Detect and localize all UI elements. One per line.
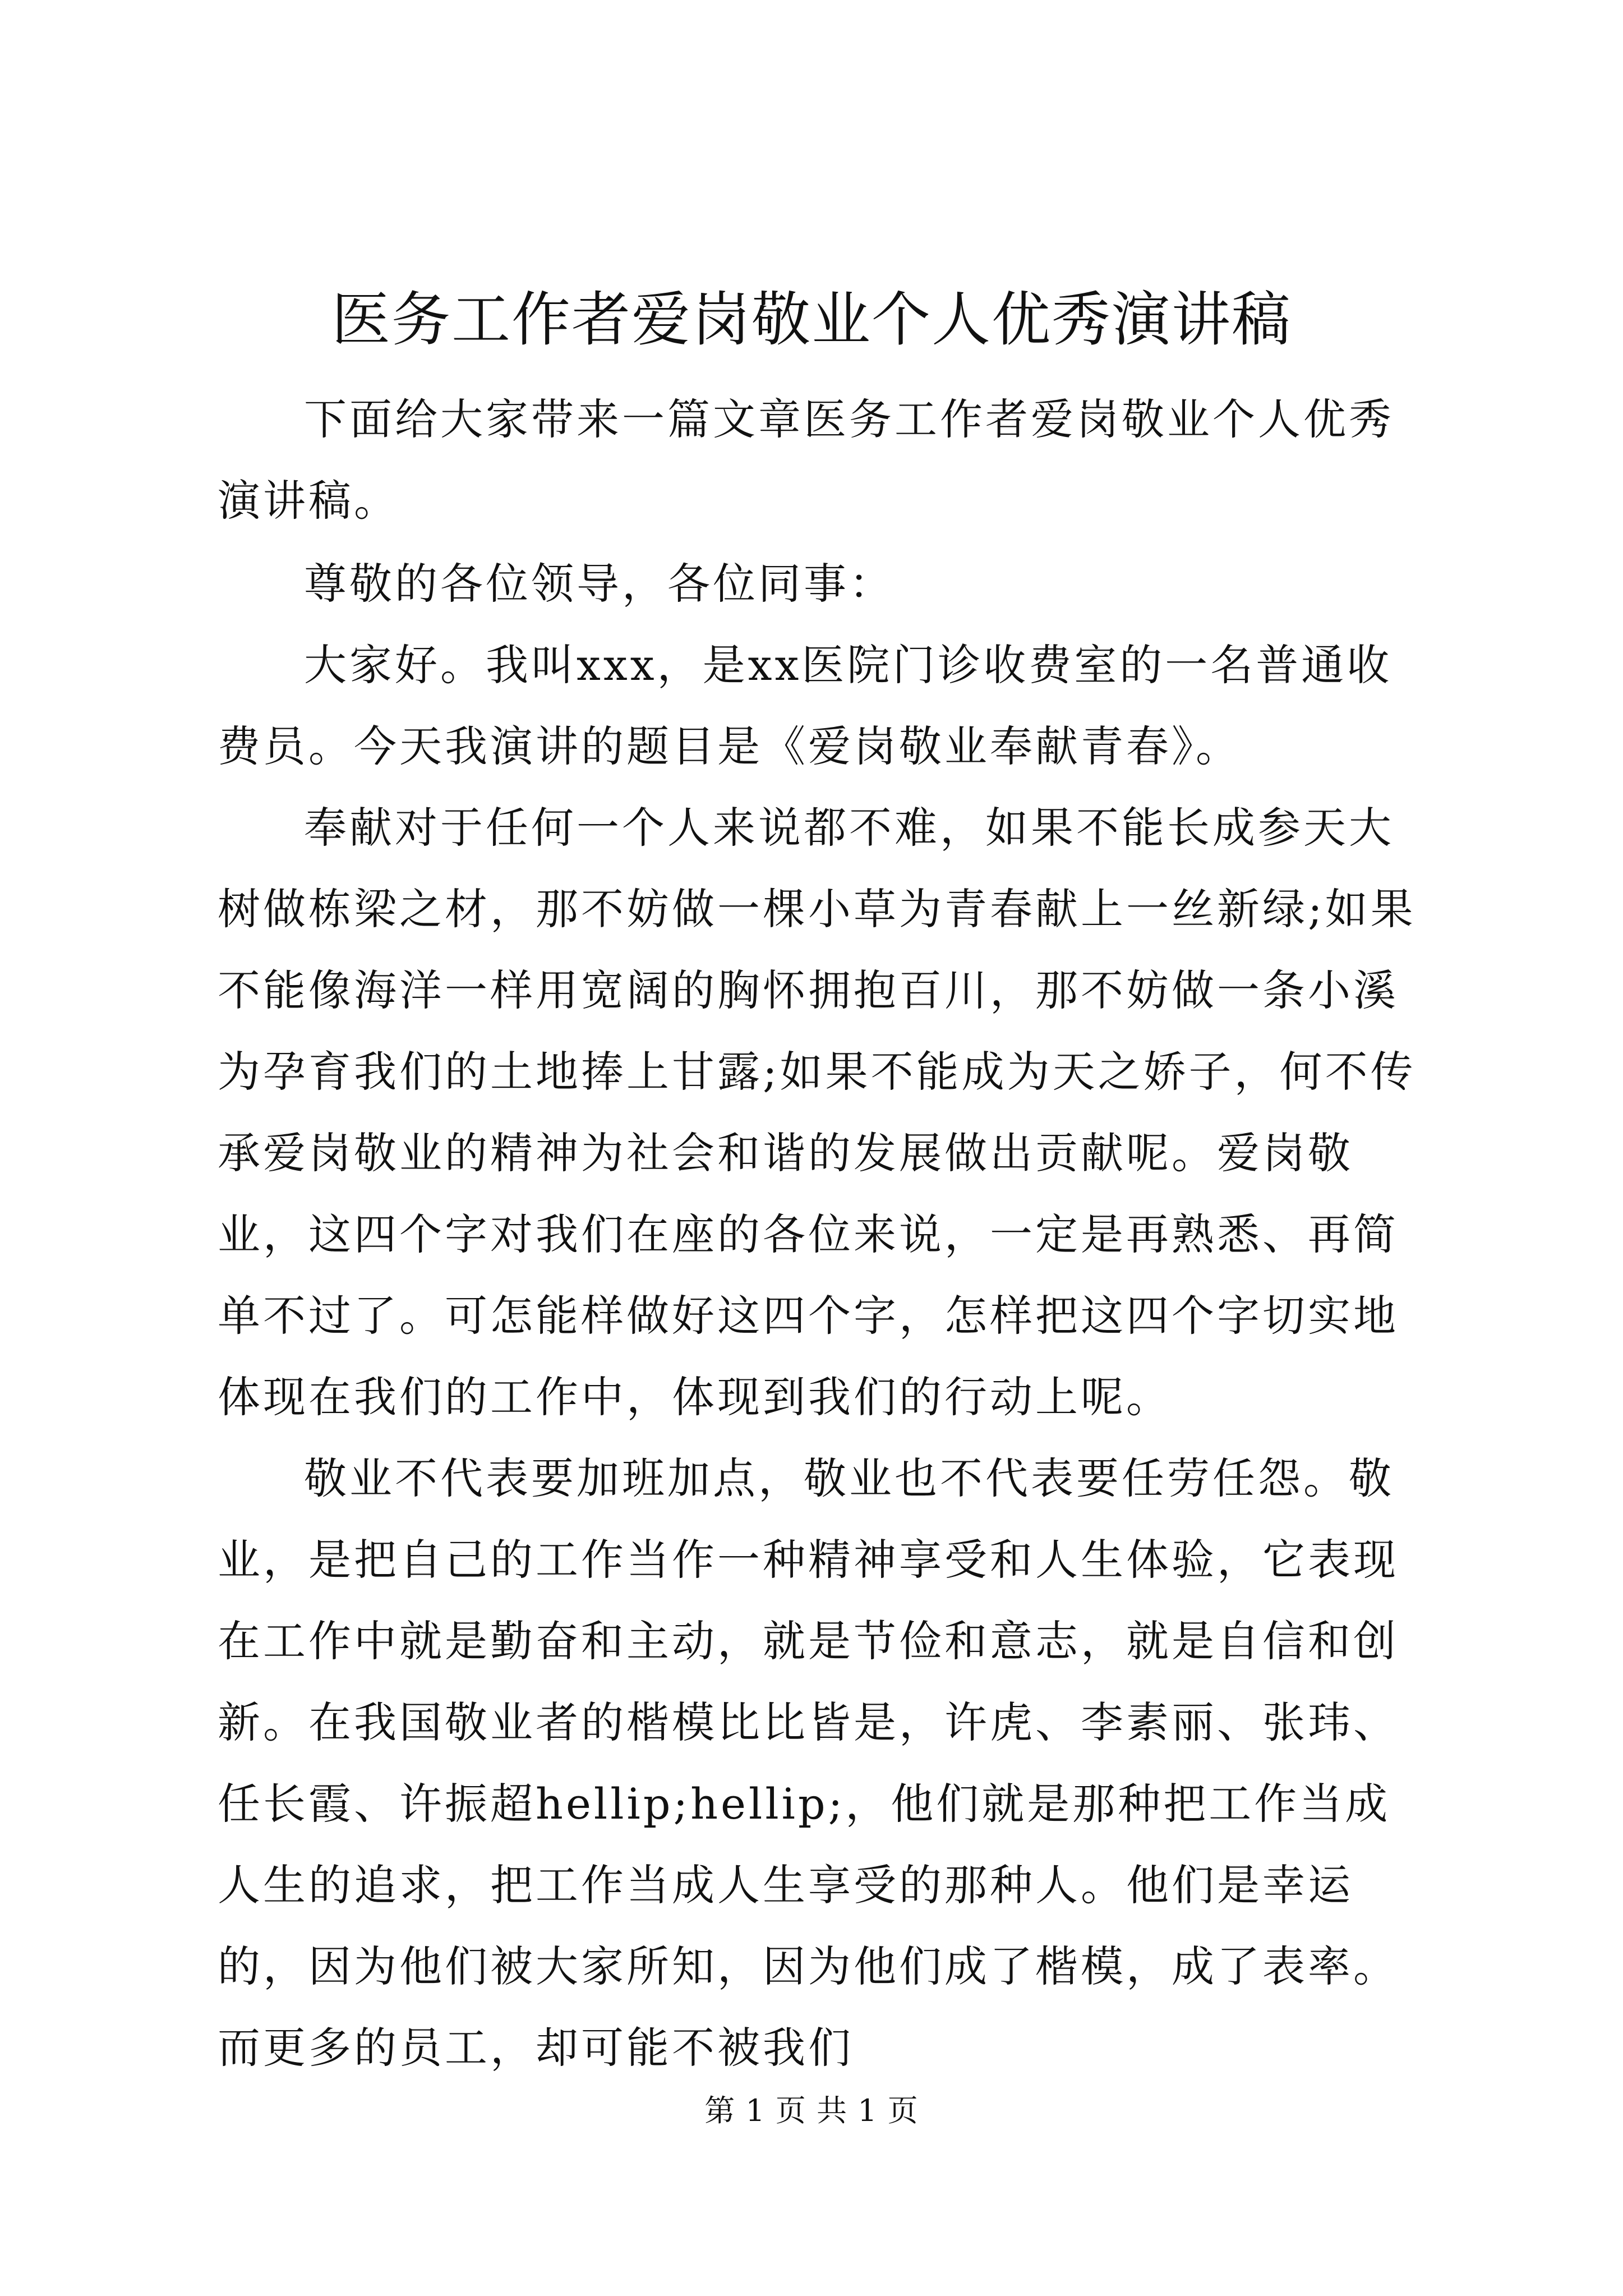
greeting-paragraph: 尊敬的各位领导，各位同事： — [304, 559, 895, 609]
document-body — [218, 379, 1422, 2088]
intro-paragraph: 下面给大家带来一篇文章医务工作者爱岗敬业个人优秀演讲稿。 — [218, 394, 1394, 526]
body-paragraph: 奉献对于任何一个人来说都不难，如果不能长成参天大树做栋梁之材，那不妨做一棵小草为青春献上一丝新绿;如果不能像海洋一样用宽阔的胸怀拥抱百川，那不妨做一条小溪为孕育我们的土地捧上甘露;如果不能成为天之娇子，何不传承爱岗敬业的精神为社会和谐的发展做出贡献呢。爱岗敬业，这四个字对我们在座的各位来说，一定是再熟悉、再简单不过了。可怎能样做好这四个字，怎样把这四个字切实地体现在我们的工作中，体现到我们的行动上呢。 — [218, 803, 1416, 1422]
page-footer: 第 1 页 共 1 页 — [704, 2093, 919, 2128]
body-paragraph: 敬业不代表要加班加点，敬业也不代表要任劳任怨。敬业，是把自己的工作当作一种精神享受和人生体验，它表现在工作中就是勤奋和主动，就是节俭和意志，就是自信和创新。在我国敬业者的楷模比比皆是，许虎、李素丽、张玮、任长霞、许振超hellip;hellip;，他们就是那种把工作当成人生的追求，把工作当成人生享受的那种人。他们是幸运的，因为他们被大家所知，因为他们成了楷模，成了表率。而更多的员工，却可能不被我们 — [218, 1453, 1399, 2073]
self-introduction-paragraph: 大家好。我叫xxx，是xx医院门诊收费室的一名普通收费员。今天我演讲的题目是《爱岗敬业奉献青春》。 — [218, 640, 1393, 771]
document-title: 医务工作者爱岗敬业个人优秀演讲稿 — [331, 286, 1292, 354]
